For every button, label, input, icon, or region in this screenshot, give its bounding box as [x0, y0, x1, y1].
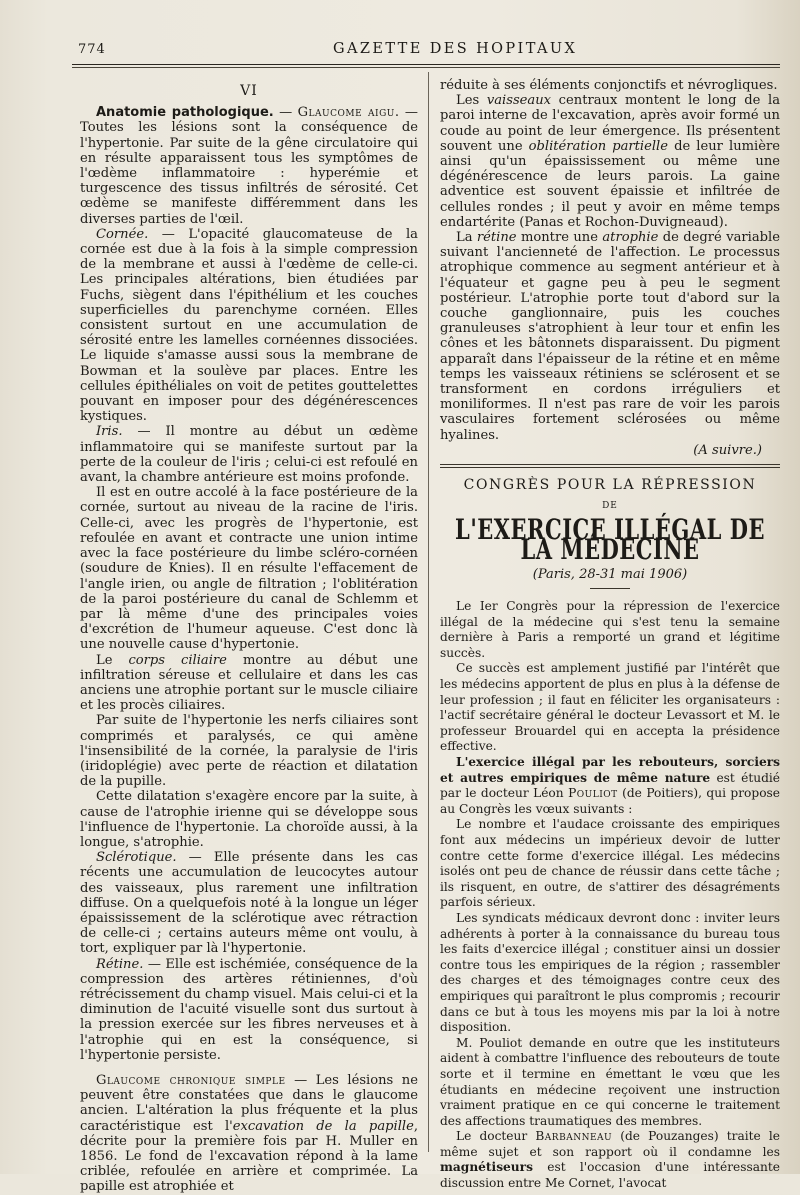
paragraph-text: — Elle est ischémiée, conséquence de la compression des artères rétiniennes, d'où rétrécissement du champ visuel. Mais celui-ci et la diminution de l'acuité visuelle sont dus surtout à la pression exercée sur les fibres nerveuses et à l'atrophie qui en est la conséquence, si l'hypertonie persiste. [80, 956, 418, 1063]
paragraph [440, 911, 780, 1036]
paragraph-post: (de Poitiers), qui propose au Congrès les vœux suivants : [440, 786, 780, 816]
paragraph-post: est l'occasion d'une intéressante discussion entre Me Cornet, l'avocat [440, 1160, 780, 1191]
paragraph-text: réduite à ses éléments conjonctifs et névrogliques. [440, 78, 778, 93]
running-head: GAZETTE DES HOPITAUX [333, 41, 578, 57]
paragraph-italic: oblitération partielle [528, 138, 668, 154]
paragraph-text: Le Ier Congrès pour la répression de l'exercice illégal de la médecine qui s'est tenu la semaine dernière à Paris a remporté un grand et légitime succès. [440, 599, 780, 660]
paragraph [440, 661, 780, 755]
header-rule-double [72, 67, 780, 68]
paragraph-text: — Il montre au début un œdème inflammatoire qui se manifeste surtout par la perte de la couleur de l'iris ; celui-ci est refoulé en avant, la chambre antérieure est moins profonde. [80, 424, 418, 486]
paragraph [80, 850, 418, 956]
paragraph [80, 424, 418, 485]
paragraph-text: centraux montent le long de la paroi interne de l'excavation, après avoir formé un coude au point de leur émergence. Ils présentent souvent une [440, 93, 780, 154]
paragraph-text: Ce succès est amplement justifié par l'intérêt que les médecins apportent de plus en plus à la défense de leur profession ; il faut en féliciter les organisateurs : l'actif secrétaire général le docteur Levassort et M. le professeur Brouardel qui en accepta la présidence effective. [440, 661, 780, 754]
paragraph-text: montre au début une infiltration séreuse et cellulaire et dans les cas anciens une atrophie portant sur le muscle ciliaire et les procès ciliaires. [80, 652, 419, 714]
paragraph [80, 713, 418, 789]
section-rule-double [440, 467, 780, 468]
paragraph-text: — Toutes les lésions sont la conséquence de l'hypertonie. Par suite de la gêne circulatoire qui en résulte apparaissent tous les symptômes de l'œdème inflammatoire : hyperémie et turgescence des tissus infiltrés de sérosité. Cet œdème se manifeste différemment dans les diverses parties de l'œil. [80, 105, 418, 227]
left-column [80, 78, 418, 1195]
paragraph [80, 653, 418, 714]
paragraph-sc: Pouliot [568, 786, 618, 801]
right-column [440, 78, 780, 1192]
paragraph-italic-lead: Sclérotique. [96, 850, 177, 866]
paragraph [440, 1129, 780, 1191]
paragraph [80, 1073, 418, 1195]
paragraph-bold: magnétiseurs [440, 1160, 533, 1175]
page-header [78, 42, 778, 66]
column-divider [428, 72, 429, 1152]
short-rule [590, 588, 630, 589]
paragraph [440, 93, 780, 230]
paragraph-italic: corps ciliaire [128, 652, 227, 668]
paragraph-pre: La [456, 230, 477, 246]
paragraph-text: — Elle présente dans les cas récents une accumulation de leucocytes autour des vaisseaux, plus rarement une infiltration diffuse. On a quelquefois noté à la longue un léger épaississement de la sclérotique avec rétraction de celle-ci ; certains auteurs même ont voulu, à tort, expliquer par là l'hypertonie. [80, 850, 418, 957]
congres-body [440, 599, 780, 1192]
congres-dateline: (Paris, 28-31 mai 1906) [532, 566, 688, 582]
paragraph-text: montre une [516, 230, 603, 246]
paragraph-post: de leur lumière ainsi qu'un épaississement ou même une dégénérescence de leurs parois. La gaine adventice est souvent épaissie et infiltrée de cellules rondes ; il peut y avoir en même temps endartérite (Panas et Rochon-Duvigneaud). [440, 138, 780, 230]
paragraph: Anatomie pathologique. — Glaucome aigu. — Toutes les lésions sont la conséquence de l'hypertonie. Par suite de la gêne circulatoire qui en résulte apparaissent tous les symptômes de l'œdème inflammatoire : hyperémie et turgescence des tissus infiltrés de sérosité. Cet œdème se manifeste différemment dans les diverses parties de l'œil. [80, 105, 418, 227]
paragraph-text: est étudié par le docteur Léon [440, 770, 781, 801]
paragraph-text: Le nombre et l'audace croissante des empiriques font aux médecins un impérieux devoir de lutter contre cette forme d'exercice illégal. Les médecins isolés ont peu de chance de réussir dans cette tâche ; ils risquent, en outre, de s'attirer des désagréments parfois sérieux. [440, 817, 780, 910]
paragraph-text: Par suite de l'hypertonie les nerfs ciliaires sont comprimés et paralysés, ce qui amène l'insensibilité de la cornée, la paralysie de l'iris (iridoplégie) avec perte de réaction et dilatation de la pupille. [80, 713, 418, 790]
paragraph [440, 230, 780, 443]
paragraph-post: , décrite pour la première fois par H. Muller en 1856. Le fond de l'excavation répond à la lame criblée, refoulée en arrière et comprimée. La papille est atrophiée et [80, 1118, 418, 1195]
paragraph [440, 817, 780, 911]
section-rule [440, 464, 780, 465]
paragraph [440, 78, 780, 93]
page-number: 774 [78, 42, 106, 57]
paragraph [80, 227, 418, 425]
paragraph-pre: Le [96, 652, 129, 668]
paragraph-bold-lead: L'exercice illégal par les rebouteurs, sorciers et autres empiriques de même nature [440, 755, 780, 785]
paragraph-italic: rétine [476, 230, 517, 246]
paragraph-italic: vaisseaux [486, 93, 552, 109]
paragraph [440, 1036, 780, 1130]
paragraph-text: — Les lésions ne peuvent être constatées que dans le glaucome ancien. L'altération la plus fréquente et la plus caractéristique est l' [80, 1073, 418, 1134]
paragraph-italic-lead: Cornée. [96, 226, 149, 242]
paragraph-italic-lead: Rétine. [96, 956, 144, 972]
paragraph-lead-sc: Glaucome chronique simple [96, 1073, 286, 1088]
paragraph-italic: excavation de la papille [232, 1118, 414, 1134]
paragraph-pre: Les [456, 93, 487, 109]
paragraph-post: de degré variable suivant l'ancienneté de l'affection. Le processus atrophique commence au segment antérieur et à l'équateur et gagne peu à peu le segment postérieur. L'atrophie porte tout d'abord sur la couche ganglionnaire, puis les couches granuleuses s'atrophient à leur tour et enfin les cônes et les bâtonnets disparaissent. Du pigment apparaît dans l'épaisseur de la rétine et en même temps les vaisseaux rétiniens se sclérosent et se transforment en cordons irréguliers et moniliformes. Il n'est pas rare de voir les parois vasculaires fortement sclérosées ou même hyalines. [440, 230, 780, 443]
header-rule [72, 64, 780, 65]
paragraph-text: Cette dilatation s'exagère encore par la suite, à cause de l'atrophie irienne qui se développe sous l'influence de l'hypertonie. La choroïde aussi, à la longue, s'atrophie. [80, 789, 418, 850]
paragraph [440, 599, 780, 661]
paragraph-italic-lead: Iris. [96, 424, 123, 440]
paragraph-text: (de Pouzanges) traite le même sujet et son rapport où il condamne les [440, 1129, 780, 1159]
section-number: VI [240, 83, 258, 99]
paragraph-text: Les syndicats médicaux devront donc : inviter leurs adhérents à porter à la connaissance du bureau tous les faits d'exercice illégal ; constituer ainsi un dossier contre tous les empiriques de la région ; rassembler des charges et des témoignages contre ceux des empiriques qui paraîtront le plus compromis ; recourir dans ce but à tous les moyens mis par la loi à notre disposition. [440, 910, 780, 1035]
congres-big-title: L'EXERCICE ILLÉGAL DE LA MÉDECINE [455, 512, 765, 567]
paragraph-lead-sc: Glaucome aigu. [297, 105, 400, 121]
to-be-continued: (A suivre.) [693, 442, 762, 458]
paragraph-lead: Anatomie pathologique. [96, 105, 274, 121]
paragraph [440, 755, 780, 817]
paragraph-text: M. Pouliot demande en outre que les instituteurs aident à combattre l'influence des rebouteurs de toute sorte et il termine en émettant le vœu que les étudiants en médecine reçoivent une instruction vraiment pratique en ce qui concerne le traitement des affections traumatiques des membres. [440, 1035, 780, 1128]
paragraph-text: — L'opacité glaucomateuse de la cornée est due à la fois à la simple compression de la membrane et aussi à l'œdème de celle-ci. Les principales altérations, bien étudiées par Fuchs, siègent dans l'épithélium et les couches superficielles du parenchyme cornéen. Elles consistent surtout en une accumulation de sérosité entre les lamelles cornéennes dissociées. Le liquide s'amasse aussi sous la membrane de Bowman et la soulève par places. Entre les cellules épithéliales on voit de petites gouttelettes pouvant en imposer pour des dégénérescences kystiques. [80, 226, 418, 425]
congres-title: CONGRÈS POUR LA RÉPRESSION [463, 477, 757, 494]
paragraph [80, 789, 418, 850]
paragraph-text: Il est en outre accolé à la face postérieure de la cornée, surtout au niveau de la racine de l'iris. Celle-ci, avec les progrès de l'hypertonie, est refoulée en avant et contracte une union intime avec la face postérieure du limbe scléro-cornéen (soudure de Knies). Il en résulte l'effacement de l'angle irien, ou angle de filtration ; l'oblitération de la paroi postérieure du canal de Schlemm et par là même d'une des principales voies d'excrétion de l'humeur aqueuse. C'est donc là une nouvelle cause d'hypertonie. [80, 485, 418, 653]
congres-de: DE [602, 501, 618, 512]
paragraph-pre: Le docteur [456, 1129, 536, 1144]
paragraph [80, 485, 418, 652]
paragraph-sc: Barbanneau [535, 1129, 613, 1144]
paragraph [80, 957, 418, 1063]
paragraph-italic: atrophie [602, 230, 659, 246]
